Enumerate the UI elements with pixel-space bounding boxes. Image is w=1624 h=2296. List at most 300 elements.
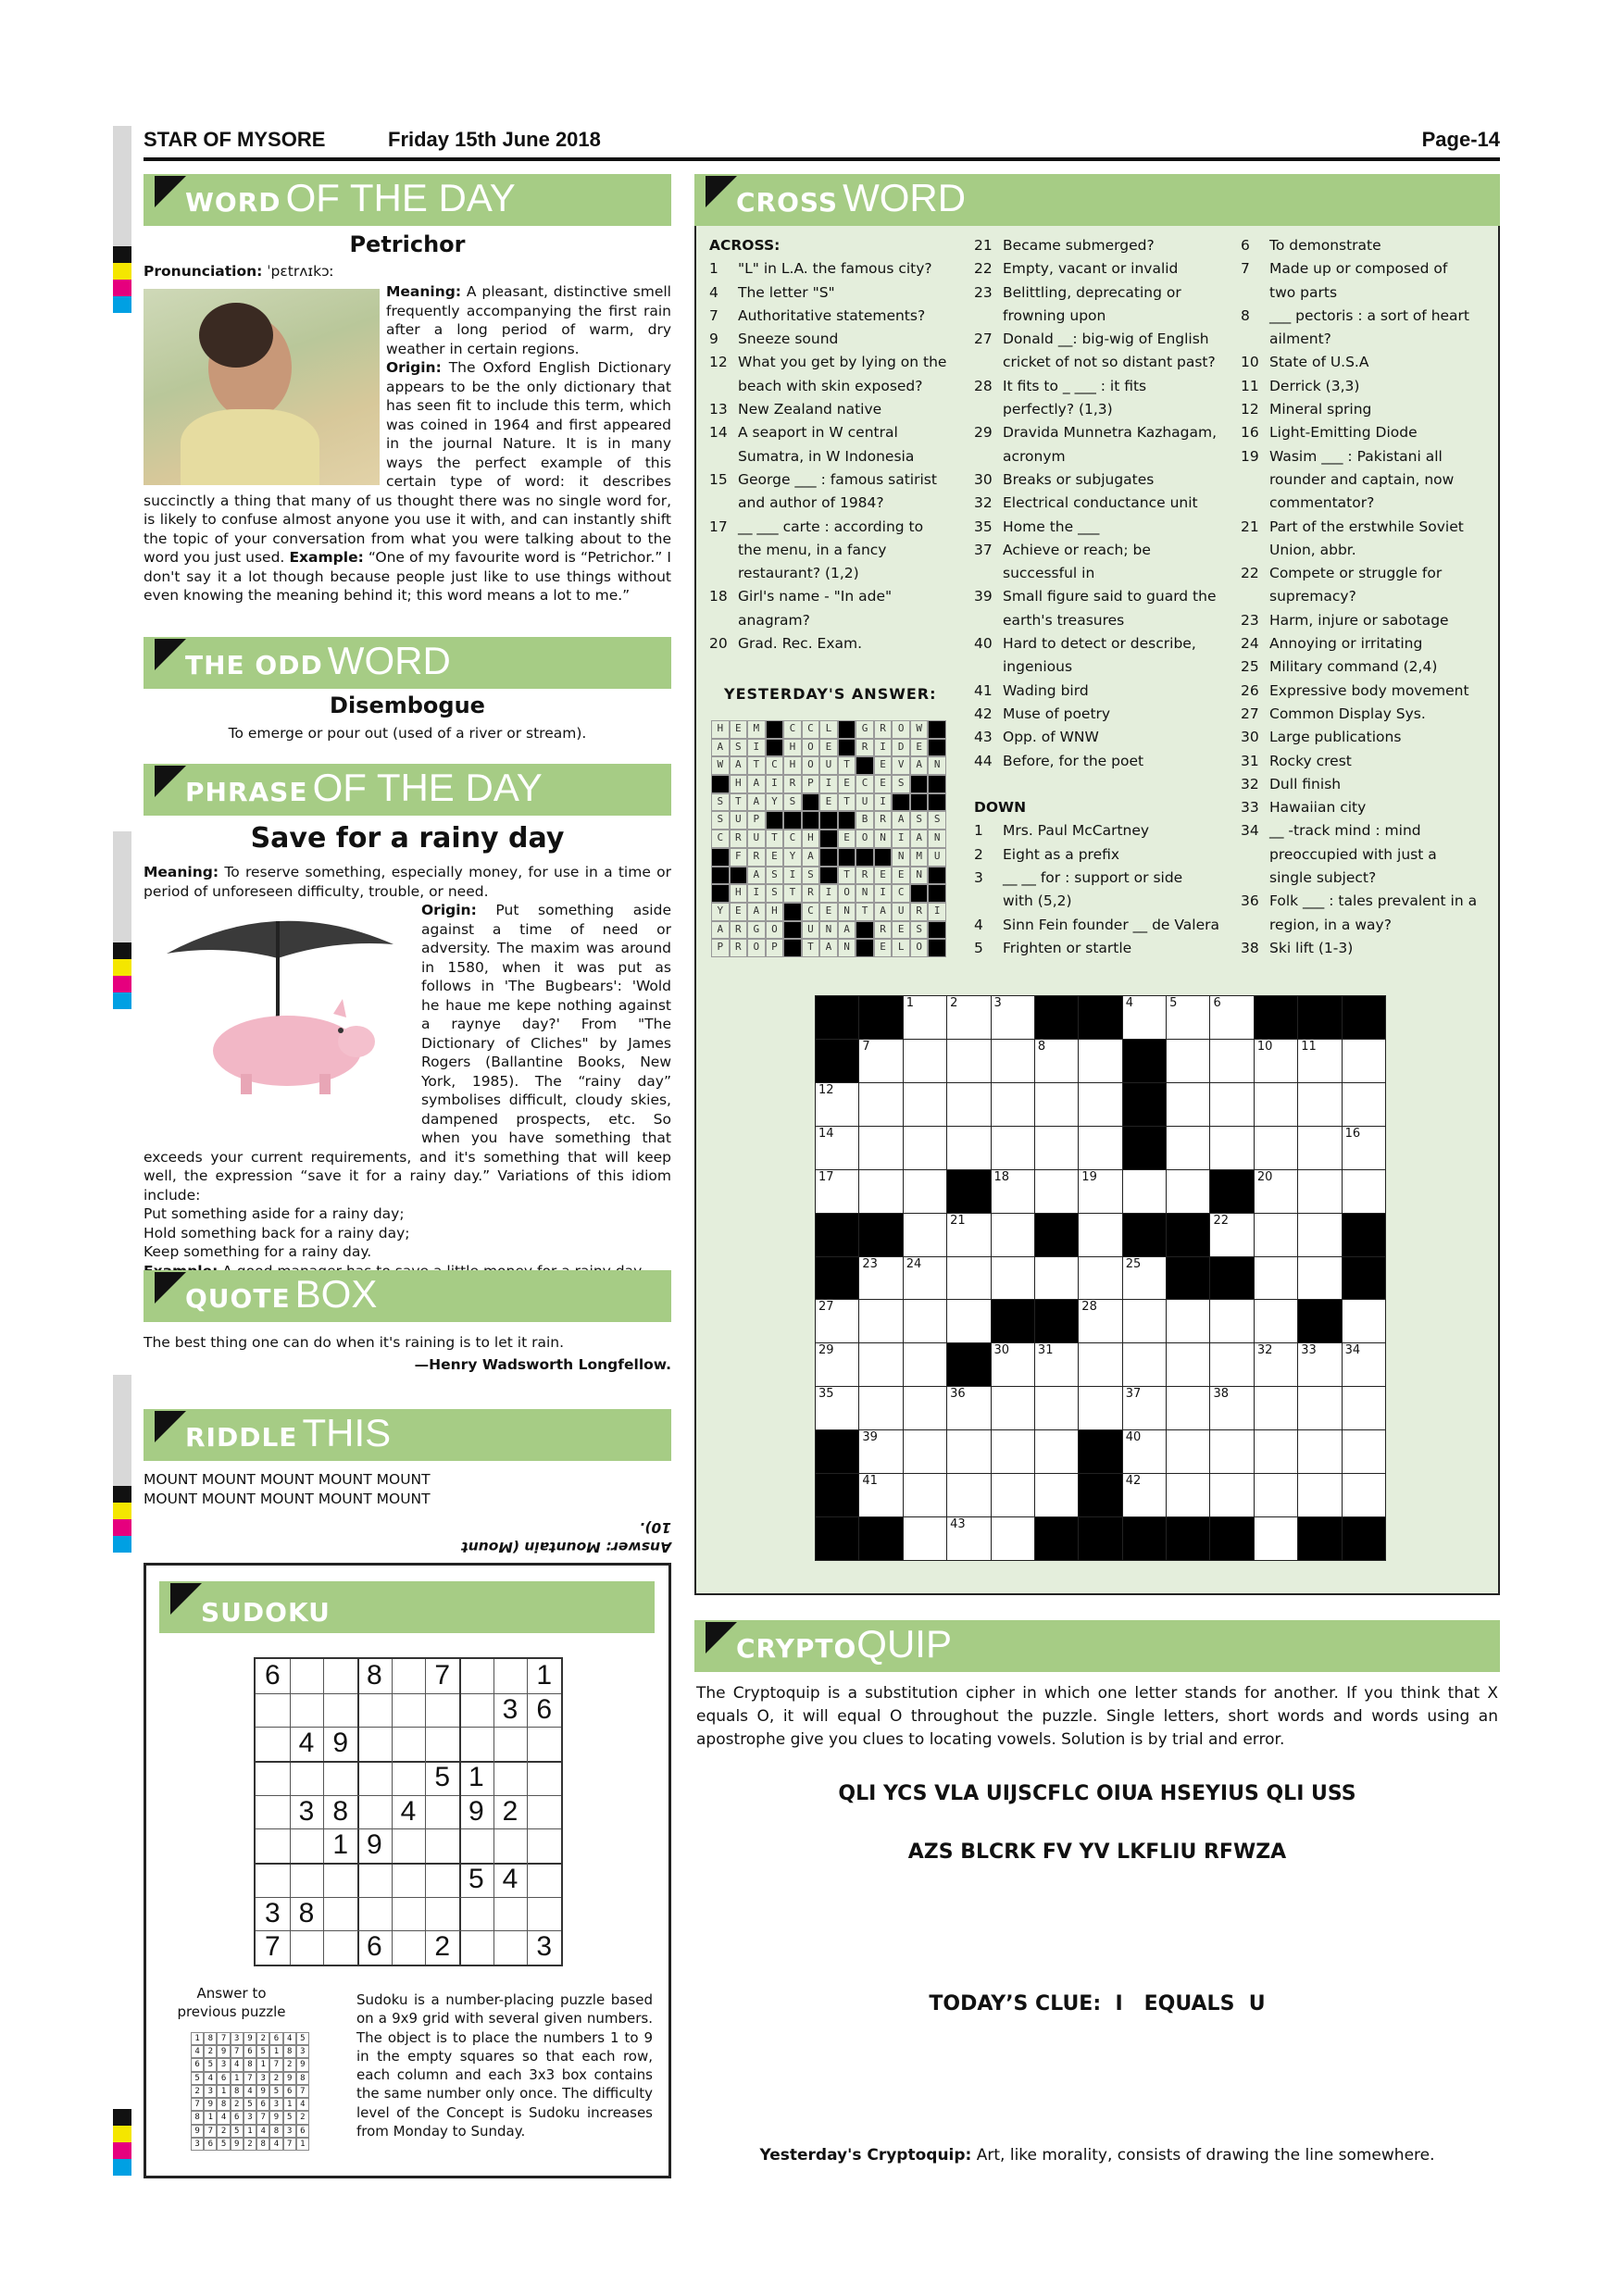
crossword-cell[interactable] [1342,1342,1386,1387]
crossword-cell[interactable] [903,1126,947,1170]
answer-cell: T [838,793,856,812]
crossword-cell[interactable] [1209,1429,1254,1474]
clue-text: What you get by lying on the [738,354,947,371]
sudoku-cell[interactable]: 6 [366,1931,382,1963]
crossword-cell[interactable] [1209,1386,1254,1430]
cell-number: 27 [818,1300,834,1315]
sudoku-cell[interactable] [392,1930,426,1965]
clue-number: 10 [1241,354,1259,371]
cell-number: 8 [1037,1039,1046,1054]
sudoku-cell[interactable] [357,1863,392,1897]
crossword-cell[interactable] [991,1429,1035,1474]
black-cell [1297,1299,1342,1343]
sudoku-cell[interactable]: 2 [502,1795,518,1827]
cell-number: 32 [1256,1343,1273,1358]
sudoku-cell[interactable] [425,1828,459,1863]
crossword-cell[interactable] [1209,1299,1254,1343]
crossword-cell[interactable] [946,1082,991,1127]
crossword-cell[interactable] [1078,1386,1122,1430]
sudoku-cell[interactable] [493,1727,528,1761]
sudoku-cell[interactable] [425,1897,459,1931]
clue-line [1241,890,1495,913]
crossword-cell[interactable] [858,1299,903,1343]
crossword-cell[interactable] [858,1039,903,1083]
black-cell [1297,1516,1342,1561]
crossword-cell[interactable] [1034,1169,1079,1214]
sudoku-cell[interactable] [425,1863,459,1897]
crossword-cell[interactable] [991,1386,1035,1430]
crossword-cell[interactable] [946,1126,991,1170]
sudoku-cell[interactable] [392,1828,426,1863]
answer-cell: T [802,939,820,957]
clue-line [974,843,1243,867]
sudoku-cell[interactable] [493,1659,528,1693]
prev-sudoku-cell: 9 [296,2058,309,2071]
answer-cell: G [747,921,766,940]
sudoku-cell[interactable] [357,1897,392,1931]
sudoku-cell[interactable] [527,1761,561,1795]
crossword-cell[interactable] [1254,1213,1298,1257]
clue-line [1241,867,1495,890]
cryptoquip-line-1: QLI YCS VLA UIJSCFLC OIUA HSEYIUS QLI USS [838,1782,1356,1805]
crossword-cell[interactable] [1254,1429,1298,1474]
crossword-cell[interactable] [1078,1126,1122,1170]
crossword-cell[interactable] [815,1082,859,1127]
answer-cell: S [766,884,784,903]
crossword-cell[interactable] [1034,1256,1079,1301]
sudoku-cell[interactable] [256,1863,290,1897]
crossword-cell[interactable] [1034,1429,1079,1474]
crossword-cell[interactable] [858,1429,903,1474]
answer-cell: R [783,775,802,793]
sudoku-cell[interactable] [256,1727,290,1761]
crossword-cell[interactable] [1342,1126,1386,1170]
crossword-cell[interactable] [1122,1429,1167,1474]
crossword-cell[interactable] [1209,1039,1254,1083]
quote-author: —Henry Wadsworth Longfellow. [414,1356,671,1373]
black-cell [1209,1256,1254,1301]
crossword-cell[interactable] [1166,1082,1210,1127]
crossword-cell[interactable] [1166,1429,1210,1474]
prev-sudoku-cell: 6 [244,2045,256,2058]
crossword-cell[interactable] [1122,1256,1167,1301]
crossword-cell[interactable] [991,1082,1035,1127]
clue-line [1241,609,1495,632]
clue-text: commentator? [1269,494,1375,512]
crossword-cell[interactable] [1297,1342,1342,1387]
clue-number: 23 [1241,611,1259,629]
prev-sudoku-cell: 5 [191,2072,204,2085]
prev-sudoku-cell: 1 [204,2111,217,2124]
prev-sudoku-cell: 8 [269,2125,282,2138]
crossword-cell[interactable] [1297,1039,1342,1083]
crossword-cell[interactable] [1078,1213,1122,1257]
crossword-cell[interactable] [946,1299,991,1343]
crossword-cell[interactable] [1034,1386,1079,1430]
crossword-cell[interactable] [1166,1126,1210,1170]
prev-sudoku-cell: 5 [256,2045,269,2058]
clue-text: Rocky crest [1269,752,1352,769]
clue-line [709,257,978,281]
clue-line [1241,281,1495,305]
prev-sudoku-cell: 7 [244,2072,256,2085]
clue-number [709,539,738,562]
sudoku-cell[interactable] [256,1828,290,1863]
crossword-cell[interactable] [1122,995,1167,1040]
cell-number: 2 [950,996,958,1010]
crossword-cell[interactable] [1166,1299,1210,1343]
clue-text: Ski lift (1-3) [1269,939,1354,956]
sudoku-cell[interactable] [290,1761,324,1795]
crossword-cell[interactable] [1209,1473,1254,1517]
cell-number: 18 [993,1169,1010,1184]
crossword-cell[interactable] [1209,1342,1254,1387]
sudoku-cell[interactable] [357,1727,392,1761]
clue-number: 37 [974,541,993,558]
clue-text: ingenious [1003,658,1073,676]
down-label: DOWN [974,799,1027,817]
clue-text: single subject? [1269,869,1377,887]
answer-cell [838,720,856,739]
crossword-cell[interactable] [1209,1126,1254,1170]
answer-cell: U [928,848,946,867]
sudoku-cell[interactable]: 3 [298,1795,315,1827]
crossword-cell[interactable] [1166,1473,1210,1517]
crossword-cell[interactable] [858,1342,903,1387]
clue-number [709,375,738,398]
crossword-cell[interactable] [1166,1169,1210,1214]
sudoku-cell[interactable]: 8 [332,1795,348,1827]
crossword-cell[interactable] [1122,1473,1167,1517]
sudoku-cell[interactable]: 1 [468,1762,484,1792]
crossword-cell[interactable] [1342,1473,1386,1517]
sudoku-cell[interactable] [256,1761,290,1795]
crossword-cell[interactable] [991,1213,1035,1257]
clue-text: Wading bird [1003,681,1089,699]
clue-line [1241,796,1495,819]
sudoku-cell[interactable]: 7 [434,1660,450,1691]
crossword-cell[interactable] [1297,1256,1342,1301]
crossword-cell[interactable] [858,1082,903,1127]
crossword-cell[interactable] [1034,1082,1079,1127]
sudoku-cell[interactable] [323,1930,357,1965]
crossword-cell[interactable] [1078,1256,1122,1301]
crossword-cell[interactable] [903,1299,947,1343]
crossword-cell[interactable] [1254,1386,1298,1430]
crossword-cell[interactable] [1034,1473,1079,1517]
clue-number: 32 [974,494,993,512]
sudoku-cell[interactable] [256,1795,290,1829]
crossword-cell[interactable] [1209,1213,1254,1257]
prev-sudoku-cell: 1 [296,2138,309,2151]
crossword-cell[interactable] [1254,1299,1298,1343]
crossword-cell[interactable] [1034,1039,1079,1083]
clue-number [1241,281,1269,305]
crossword-cell[interactable] [1297,1429,1342,1474]
crossword-cell[interactable] [858,1126,903,1170]
sudoku-cell[interactable]: 8 [298,1897,315,1928]
answer-cell: R [856,739,874,757]
sudoku-cell[interactable] [493,1761,528,1795]
crossword-cell[interactable] [991,995,1035,1040]
crossword-cell[interactable] [1297,1213,1342,1257]
answer-cell [928,720,946,739]
answer-cell [802,811,820,830]
cell-number: 5 [1169,996,1178,1010]
crossword-cell[interactable] [1122,1342,1167,1387]
sudoku-cell[interactable]: 9 [366,1829,382,1861]
crossword-cell[interactable] [946,995,991,1040]
crossword-cell[interactable] [903,1386,947,1430]
sudoku-cell[interactable] [323,1897,357,1931]
sudoku-cell[interactable] [392,1727,426,1761]
crossword-cell[interactable] [903,1082,947,1127]
crossword-cell[interactable] [1078,1342,1122,1387]
sudoku-cell[interactable] [493,1897,528,1931]
sudoku-cell[interactable] [459,1693,493,1728]
crossword-cell[interactable] [1034,1342,1079,1387]
sudoku-cell[interactable]: 3 [536,1931,552,1963]
black-cell [946,1169,991,1214]
answer-cell: A [747,867,766,885]
crossword-cell[interactable] [815,1386,859,1430]
sudoku-cell[interactable] [392,1863,426,1897]
crossword-cell[interactable] [991,1516,1035,1561]
crossword-cell[interactable] [1166,995,1210,1040]
sudoku-cell[interactable] [357,1761,392,1795]
cryptoquip-header: CRYPTOQUIP [694,1620,1500,1672]
sudoku-cell[interactable] [357,1795,392,1829]
crossword-cell[interactable] [815,1299,859,1343]
sudoku-cell[interactable] [425,1727,459,1761]
crossword-cell[interactable] [1078,1299,1122,1343]
sudoku-cell[interactable]: 5 [468,1864,484,1894]
clue-text: George ___ : famous satirist [738,470,937,488]
sudoku-cell[interactable]: 6 [536,1693,552,1725]
sudoku-cell[interactable] [392,1693,426,1728]
clue-line [1241,305,1495,328]
sudoku-cell[interactable] [493,1930,528,1965]
answer-cell: F [730,848,748,867]
crossword-cell[interactable] [903,1256,947,1301]
crossword-cell[interactable] [1297,1082,1342,1127]
crossword-cell[interactable] [1297,1126,1342,1170]
sudoku-cell[interactable] [459,1727,493,1761]
clue-number: 20 [709,635,728,653]
sudoku-cell[interactable] [392,1761,426,1795]
crossword-cell[interactable] [903,1342,947,1387]
sudoku-cell[interactable] [323,1863,357,1897]
black-cell [1122,1082,1167,1127]
prev-sudoku-cell: 8 [244,2058,256,2071]
answer-cell: P [766,939,784,957]
crossword-cell[interactable] [1342,1039,1386,1083]
crossword-cell[interactable] [946,1429,991,1474]
clue-text: Annoying or irritating [1269,635,1423,653]
sudoku-cell[interactable] [527,1727,561,1761]
sudoku-cell[interactable] [459,1828,493,1863]
clue-number [1241,867,1269,890]
clue-line [1241,445,1495,468]
sudoku-cell[interactable]: 1 [536,1660,552,1691]
crossword-cell[interactable] [1078,1039,1122,1083]
sudoku-cell[interactable]: 9 [468,1795,484,1827]
sudoku-cell[interactable] [392,1897,426,1931]
crossword-cell[interactable] [1254,1256,1298,1301]
prev-sudoku-cell: 3 [296,2045,309,2058]
sudoku-cell[interactable]: 6 [264,1660,281,1691]
crossword-cell[interactable] [946,1386,991,1430]
sudoku-cell[interactable] [290,1863,324,1897]
sudoku-cell[interactable] [425,1693,459,1728]
sudoku-cell[interactable] [459,1897,493,1931]
crossword-grid [815,995,1385,1560]
crossword-cell[interactable] [946,1039,991,1083]
crossword-cell[interactable] [1166,1342,1210,1387]
sudoku-cell[interactable] [527,1897,561,1931]
answer-cell: N [910,867,929,885]
crossword-cell[interactable] [1254,1473,1298,1517]
sudoku-cell[interactable]: 8 [366,1660,382,1691]
sudoku-cell[interactable] [357,1693,392,1728]
sudoku-cell[interactable]: 5 [434,1762,450,1792]
crossword-cell[interactable] [1209,1082,1254,1127]
sudoku-cell[interactable] [323,1659,357,1693]
crossword-cell[interactable] [1254,1516,1298,1561]
crossword-cell[interactable] [1254,1169,1298,1214]
sudoku-cell[interactable]: 3 [264,1897,281,1928]
crossword-cell[interactable] [1297,1473,1342,1517]
crossword-cell[interactable] [1122,1169,1167,1214]
prev-sudoku-cell: 3 [256,2072,269,2085]
crossword-cell[interactable] [991,1126,1035,1170]
crossword-cell[interactable] [991,1342,1035,1387]
crossword-cell[interactable] [858,1386,903,1430]
crossword-cell[interactable] [903,1473,947,1517]
crossword-cell[interactable] [1342,1386,1386,1430]
crossword-cell[interactable] [1297,1386,1342,1430]
riddle-header: RIDDLE THIS [144,1409,671,1461]
sudoku-cell[interactable] [459,1930,493,1965]
crossword-cell[interactable] [858,1256,903,1301]
crossword-cell[interactable] [991,1473,1035,1517]
crossword-cell[interactable] [1209,995,1254,1040]
crossword-cell[interactable] [1034,1126,1079,1170]
crossword-cell[interactable] [946,1256,991,1301]
crossword-cell[interactable] [815,1126,859,1170]
crossword-cell[interactable] [991,1256,1035,1301]
crossword-cell[interactable] [1122,1386,1167,1430]
crossword-cell[interactable] [903,1213,947,1257]
prev-sudoku-cell: 4 [256,2125,269,2138]
sudoku-cell[interactable]: 2 [434,1931,450,1963]
answer-cell: E [730,903,748,921]
clue-text: Hawaiian city [1269,799,1367,817]
crossword-cell[interactable] [1254,1126,1298,1170]
sudoku-cell[interactable] [459,1659,493,1693]
crossword-cell[interactable] [903,1516,947,1561]
crossword-cell[interactable] [1078,1082,1122,1127]
black-cell [1078,1516,1122,1561]
crossword-cell[interactable] [815,1169,859,1214]
sudoku-cell[interactable] [527,1863,561,1897]
clue-number: 27 [1241,705,1259,722]
sudoku-cell[interactable]: 4 [400,1795,417,1827]
clue-line [1241,539,1495,562]
answer-cell: A [747,775,766,793]
sudoku-cell[interactable]: 3 [502,1693,518,1725]
crossword-cell[interactable] [1254,1039,1298,1083]
sudoku-cell[interactable] [290,1659,324,1693]
answer-cell: T [856,903,874,921]
crossword-cell[interactable] [903,1429,947,1474]
sudoku-cell[interactable]: 1 [332,1829,348,1861]
crossword-cell[interactable] [903,1169,947,1214]
crossword-cell[interactable] [903,995,947,1040]
prev-sudoku-cell: 2 [283,2058,296,2071]
clue-line [974,375,1243,398]
sudoku-cell[interactable] [493,1828,528,1863]
answer-cell: Y [766,793,784,812]
crossword-cell[interactable] [903,1039,947,1083]
crossword-cell[interactable] [858,1169,903,1214]
crossword-cell[interactable] [1254,1082,1298,1127]
crossword-cell[interactable] [991,1169,1035,1214]
sudoku-cell[interactable] [256,1693,290,1728]
sudoku-cell[interactable] [290,1930,324,1965]
clue-line [1241,516,1495,539]
crossword-cell[interactable] [991,1039,1035,1083]
sudoku-cell[interactable]: 7 [264,1931,281,1963]
prev-sudoku-cell: 2 [191,2085,204,2098]
crossword-cell[interactable] [1254,1342,1298,1387]
sudoku-cell[interactable] [290,1693,324,1728]
crossword-cell[interactable] [1342,1429,1386,1474]
crossword-cell[interactable] [946,1213,991,1257]
crossword-cell[interactable] [1122,1299,1167,1343]
crossword-cell[interactable] [1166,1039,1210,1083]
sudoku-cell[interactable] [425,1795,459,1829]
sudoku-cell[interactable]: 9 [332,1728,348,1759]
black-cell [858,1516,903,1561]
sudoku-cell[interactable] [527,1795,561,1829]
crossword-cell[interactable] [1342,1299,1386,1343]
sudoku-cell[interactable] [323,1761,357,1795]
variation-line: Hold something back for a rainy day; [144,1224,410,1242]
answer-cell: R [874,921,893,940]
crossword-cell[interactable] [815,1342,859,1387]
clue-number [1241,539,1269,562]
sudoku-cell[interactable] [392,1659,426,1693]
crossword-cell[interactable] [858,1473,903,1517]
crossword-cell[interactable] [1297,1169,1342,1214]
crossword-cell[interactable] [1166,1386,1210,1430]
sudoku-cell[interactable]: 4 [502,1864,518,1894]
sudoku-cell[interactable] [323,1693,357,1728]
sudoku-cell[interactable] [290,1828,324,1863]
prev-sudoku-cell: 1 [283,2098,296,2111]
crossword-cell[interactable] [946,1473,991,1517]
crossword-cell[interactable] [1342,1169,1386,1214]
prev-sudoku-cell: 3 [191,2138,204,2151]
answer-cell: I [783,867,802,885]
crossword-cell[interactable] [1078,1169,1122,1214]
answer-cell: I [819,884,838,903]
crossword-cell[interactable] [1342,1082,1386,1127]
sudoku-cell[interactable] [527,1828,561,1863]
sudoku-cell[interactable]: 4 [298,1728,315,1759]
crossword-cell[interactable] [946,1516,991,1561]
